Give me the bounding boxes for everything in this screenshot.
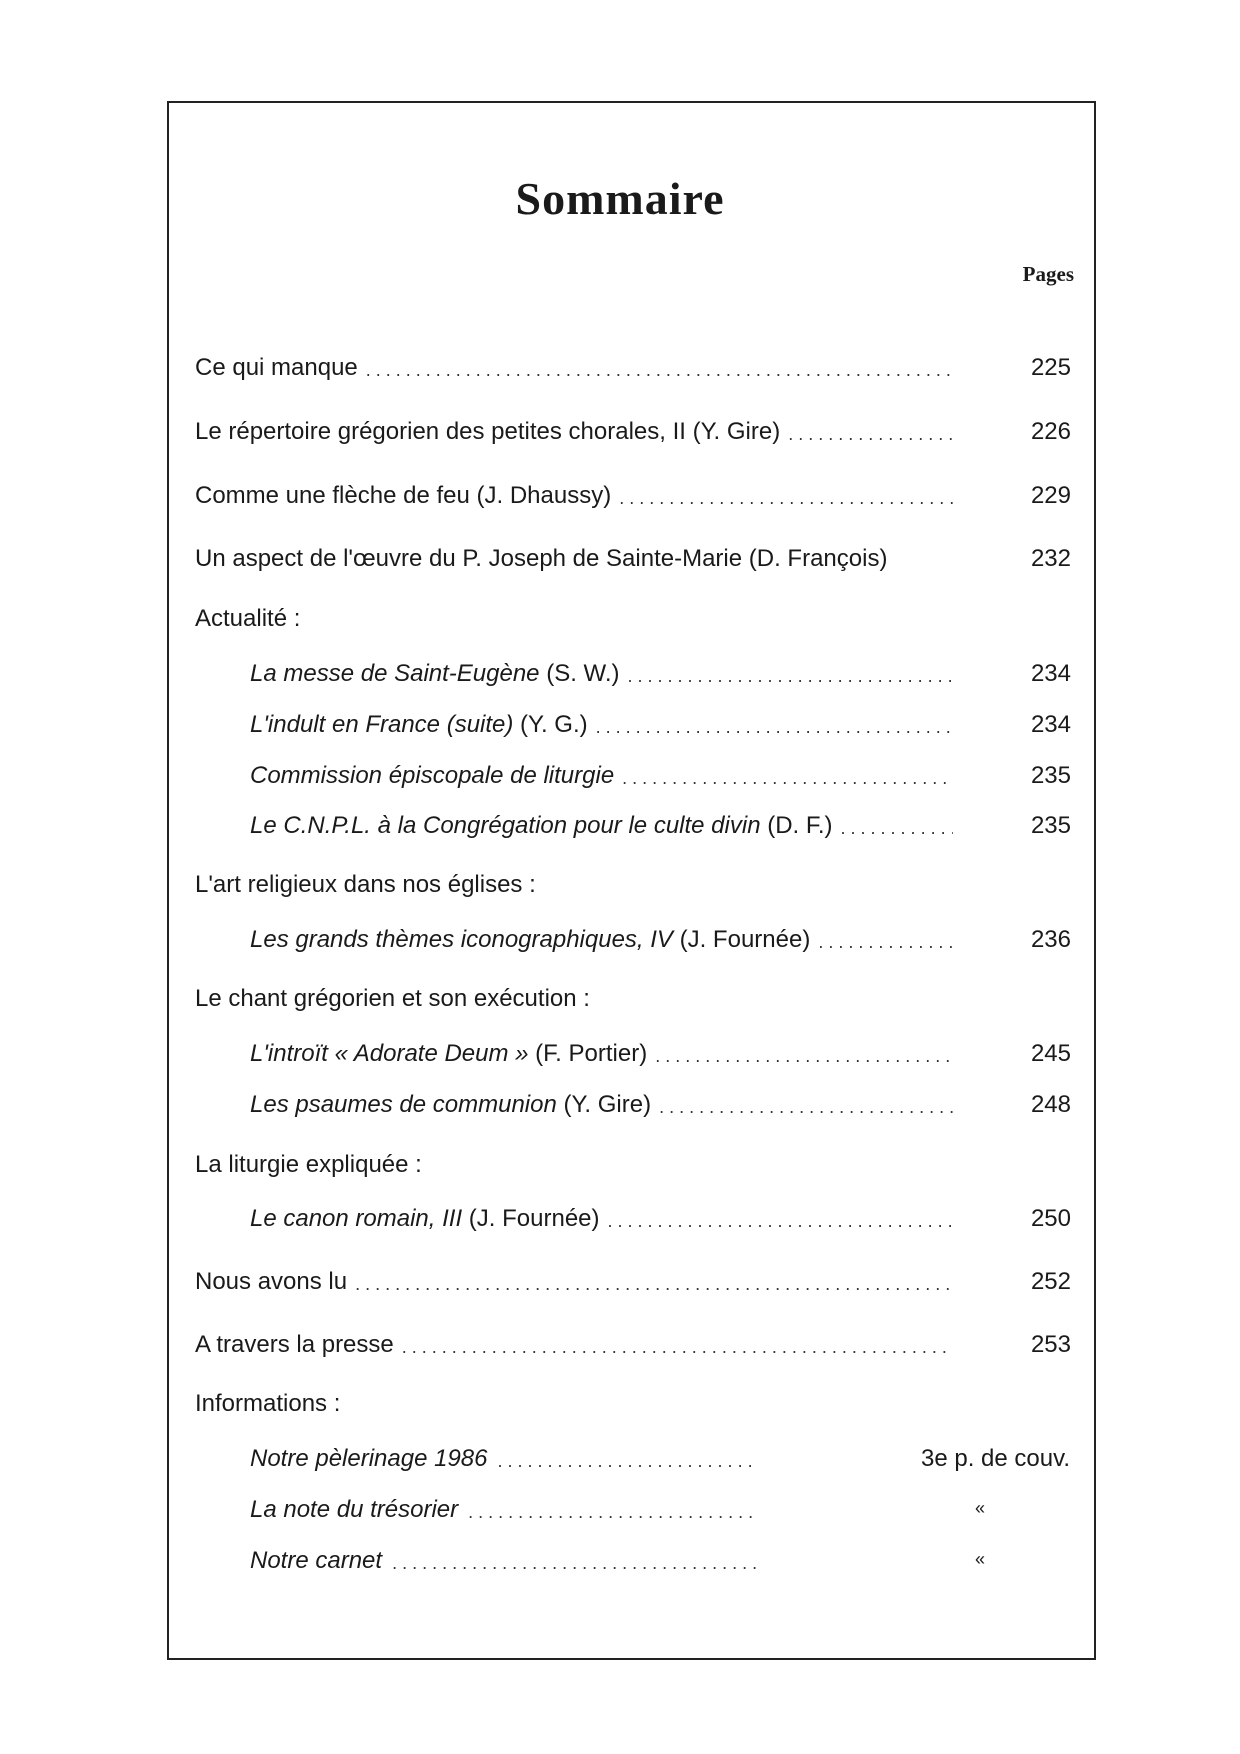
info-entry: [250, 1543, 1070, 1575]
toc-entry: [195, 541, 1071, 573]
leader-dots: [622, 766, 953, 790]
leader-dots: [628, 664, 953, 688]
leader-dots: [655, 1044, 953, 1068]
leader-dots: [366, 358, 953, 382]
info-entry: [250, 1492, 1070, 1524]
subentry-page: 236: [1030, 926, 1071, 953]
subentry-author: (F. Portier): [528, 1040, 648, 1067]
subentry-title: Le canon romain, III: [250, 1205, 463, 1232]
toc-entry-page: 253: [1030, 1331, 1071, 1358]
toc-entry-page: 229: [1030, 482, 1071, 509]
subentry-title: Les psaumes de communion: [250, 1091, 557, 1118]
toc-entry-page: 252: [1030, 1268, 1071, 1295]
toc-entry-title: Nous avons lu: [195, 1268, 348, 1295]
toc-entry: [195, 350, 1071, 382]
subentry-title: La messe de Saint-Eugène: [250, 660, 540, 687]
subentry-page: 248: [1030, 1091, 1071, 1118]
leader-dots: [596, 715, 953, 739]
leader-dots: [818, 930, 953, 954]
subentry-author: (Y. Gire): [556, 1091, 652, 1118]
toc-subentry: [250, 1087, 1071, 1119]
subentry-page: 234: [1030, 711, 1071, 738]
subentry-page: 250: [1030, 1205, 1071, 1232]
toc-entry-page: 232: [1030, 545, 1071, 572]
toc-entry: [195, 1264, 1071, 1296]
info-entry: [250, 1441, 1070, 1473]
toc-subentry: [250, 758, 1071, 790]
toc-subentry: [250, 922, 1071, 954]
subentry-title: L'indult en France (suite): [250, 711, 514, 738]
toc-subentry: [250, 1036, 1071, 1068]
leader-dots: [608, 1209, 953, 1233]
info-entry-page: 3e p. de couv.: [921, 1445, 1070, 1472]
subentry-page: 245: [1030, 1040, 1071, 1067]
toc-entry: [195, 478, 1071, 510]
section-heading-art: L'art religieux dans nos églises :: [195, 871, 536, 898]
subentry-author: (J. Fournée): [672, 926, 811, 953]
toc-subentry: [250, 808, 1071, 840]
toc-entry-title: Ce qui manque: [195, 354, 358, 381]
leader-dots: [841, 816, 953, 840]
subentry-author: (S. W.): [539, 660, 620, 687]
leader-dots: [619, 486, 953, 510]
toc-subentry: [250, 656, 1071, 688]
subentry-page: 235: [1030, 762, 1071, 789]
section-heading-liturgie: La liturgie expliquée :: [195, 1151, 422, 1178]
subentry-author: (D. F.): [760, 812, 833, 839]
leader-dots: [402, 1335, 953, 1359]
info-entry-title: La note du trésorier: [250, 1496, 459, 1523]
subentry-page: 234: [1030, 660, 1071, 687]
pages-column-header: Pages: [1022, 262, 1074, 286]
subentry-title: Le C.N.P.L. à la Congrégation pour le culte divin: [250, 812, 761, 839]
subentry-title: Les grands thèmes iconographiques, IV: [250, 926, 673, 953]
toc-entry-page: 226: [1030, 418, 1071, 445]
toc-subentry: [250, 1201, 1071, 1233]
toc-entry-title: Comme une flèche de feu (J. Dhaussy): [195, 482, 612, 509]
leader-dots: [355, 1272, 953, 1296]
section-heading-actualite: Actualité :: [195, 605, 301, 632]
toc-entry-title: Un aspect de l'œuvre du P. Joseph de Sainte-Marie (D. François): [195, 545, 888, 572]
leader-dots: [498, 1449, 758, 1473]
leader-dots: [468, 1500, 758, 1524]
subentry-title: Commission épiscopale de liturgie: [250, 762, 615, 789]
page-title: Sommaire: [515, 173, 725, 224]
leader-dots: [659, 1095, 953, 1119]
section-heading-chant: Le chant grégorien et son exécution :: [195, 985, 590, 1012]
toc-entry-page: 225: [1030, 354, 1071, 381]
subentry-page: 235: [1030, 812, 1071, 839]
subentry-author: (Y. G.): [513, 711, 588, 738]
subentry-title: L'introït « Adorate Deum »: [250, 1040, 529, 1067]
toc-entry-title: Le répertoire grégorien des petites chorales, II (Y. Gire): [195, 418, 781, 445]
toc-entry-title: A travers la presse: [195, 1331, 394, 1358]
info-entry-title: Notre pèlerinage 1986: [250, 1445, 488, 1472]
subentry-author: (J. Fournée): [462, 1205, 600, 1232]
leader-dots: [788, 422, 953, 446]
toc-entry: [195, 1327, 1071, 1359]
section-heading-informations: Informations :: [195, 1390, 341, 1417]
leader-dots: [392, 1551, 802, 1575]
info-entry-title: Notre carnet: [250, 1547, 383, 1574]
ditto-mark: «: [975, 1549, 986, 1569]
ditto-mark: «: [975, 1498, 986, 1518]
toc-subentry: [250, 707, 1071, 739]
toc-entry: [195, 414, 1071, 446]
